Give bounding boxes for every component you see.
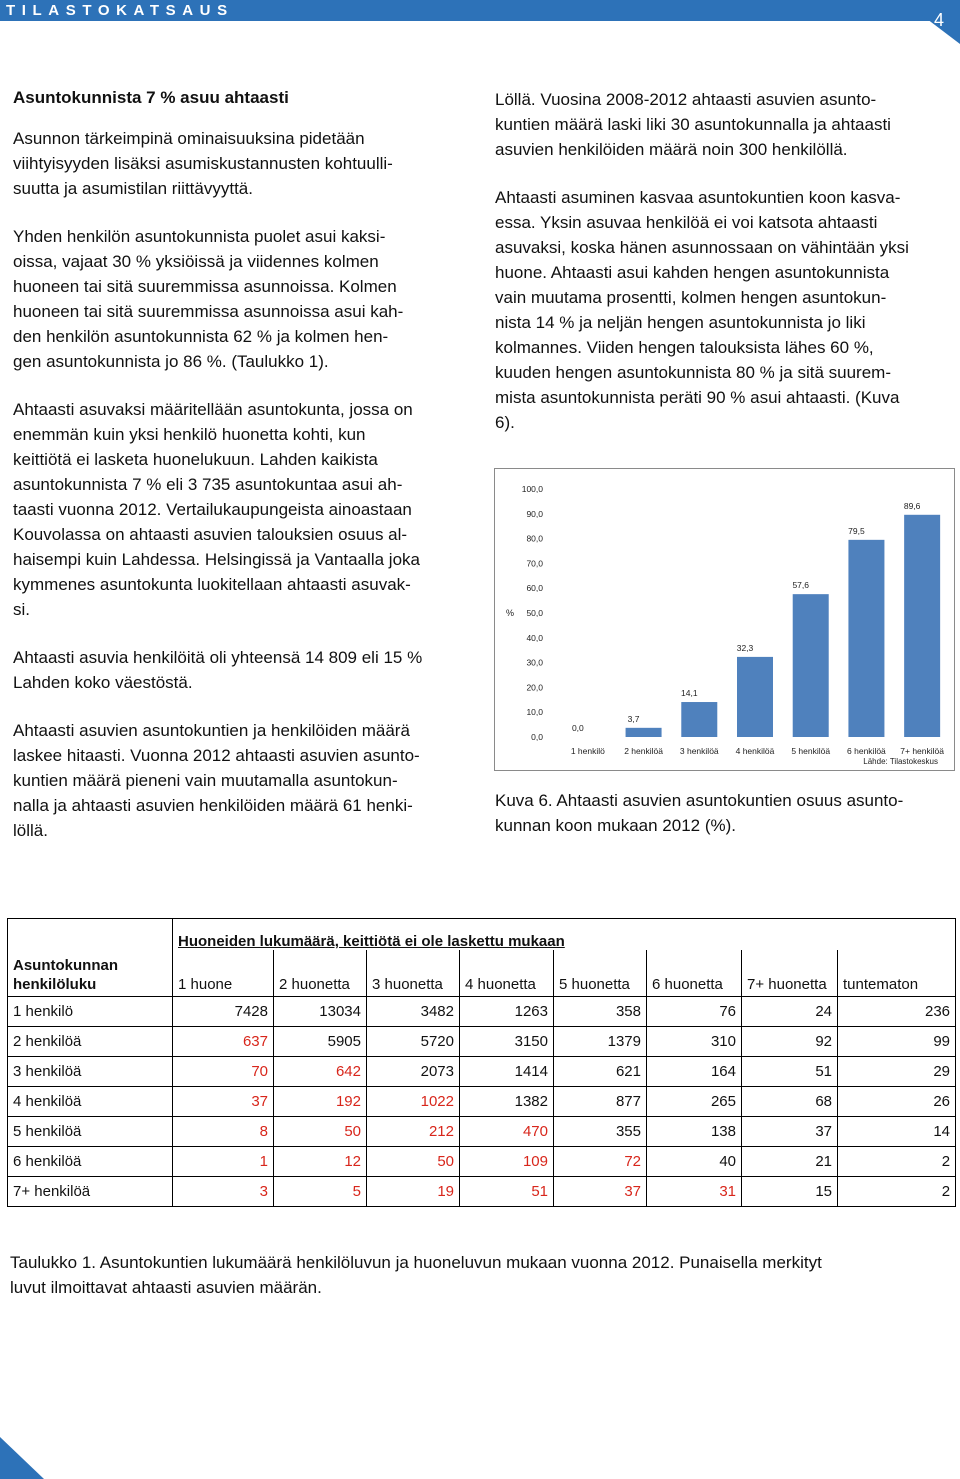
y-tick-label: 90,0 bbox=[526, 508, 543, 519]
text-line: kymmenes asuntokunta luokitellaan ahtaasti asuvak- bbox=[13, 575, 411, 594]
table-cell: 1379 bbox=[554, 1027, 647, 1057]
table-cell: 14 bbox=[838, 1117, 956, 1147]
chart-caption bbox=[495, 788, 955, 838]
table-cell: 31 bbox=[647, 1177, 742, 1207]
text-line: mista asuntokunnista peräti 90 % asui ahtaasti. (Kuva bbox=[495, 388, 900, 407]
caption-line: Taulukko 1. Asuntokuntien lukumäärä henkilöluvun ja huoneluvun mukaan vuonna 2012. Punaisella merkityt bbox=[10, 1253, 822, 1272]
x-tick-label: 2 henkilöä bbox=[624, 746, 663, 756]
bar-value-label: 3,7 bbox=[627, 713, 640, 724]
table-row-label: 3 henkilöä bbox=[8, 1057, 173, 1087]
table-row-label: 2 henkilöä bbox=[8, 1027, 173, 1057]
y-tick-label: 60,0 bbox=[526, 583, 543, 594]
table-cell: 5720 bbox=[367, 1027, 460, 1057]
table-row-label: 4 henkilöä bbox=[8, 1087, 173, 1117]
chart-bar bbox=[848, 540, 884, 737]
paragraph bbox=[13, 224, 483, 374]
text-line: si. bbox=[13, 600, 30, 619]
text-line: Ahtaasti asuminen kasvaa asuntokuntien koon kasva- bbox=[495, 188, 901, 207]
table-cell: 50 bbox=[367, 1147, 460, 1177]
table-row bbox=[8, 1087, 956, 1117]
text-line: Lahden koko väestöstä. bbox=[13, 673, 193, 692]
table-cell: 12 bbox=[274, 1147, 367, 1177]
y-tick-label: 30,0 bbox=[526, 657, 543, 668]
paragraph bbox=[13, 397, 483, 622]
table-cell: 70 bbox=[173, 1057, 274, 1087]
text-line: löllä. bbox=[13, 821, 48, 840]
table-cell: 5905 bbox=[274, 1027, 367, 1057]
text-line: gen asuntokunnista jo 86 %. (Taulukko 1). bbox=[13, 352, 329, 371]
chart-bar bbox=[737, 657, 773, 737]
bar-value-label: 0,0 bbox=[571, 723, 584, 733]
caption-line: Kuva 6. Ahtaasti asuvien asuntokuntien osuus asunto- bbox=[495, 791, 904, 810]
table-cell: 265 bbox=[647, 1087, 742, 1117]
table-column-header: 7+ huonetta bbox=[742, 950, 838, 997]
page-tab bbox=[902, 0, 960, 44]
y-tick-label: 10,0 bbox=[526, 707, 543, 718]
right-paragraphs bbox=[495, 87, 955, 435]
table-row-label: 5 henkilöä bbox=[8, 1117, 173, 1147]
paragraph bbox=[13, 718, 483, 843]
x-tick-label: 6 henkilöä bbox=[847, 746, 886, 756]
table-cell: 7428 bbox=[173, 997, 274, 1027]
table-cell: 24 bbox=[742, 997, 838, 1027]
table-cell: 29 bbox=[838, 1057, 956, 1087]
table-row-label: 1 henkilö bbox=[8, 997, 173, 1027]
text-line: asuntokunnista 7 % eli 3 735 asuntokuntaa asui ah- bbox=[13, 475, 403, 494]
table-cell: 138 bbox=[647, 1117, 742, 1147]
chart-figure bbox=[494, 468, 955, 771]
table-row bbox=[8, 1027, 956, 1057]
table-cell: 37 bbox=[173, 1087, 274, 1117]
text-line: 6). bbox=[495, 413, 515, 432]
left-paragraphs bbox=[13, 126, 483, 843]
table-cell: 92 bbox=[742, 1027, 838, 1057]
table-cell: 37 bbox=[742, 1117, 838, 1147]
table-column-header: 6 huonetta bbox=[647, 950, 742, 997]
text-line: kuntien määrä pieneni vain muutamalla asuntokun- bbox=[13, 771, 398, 790]
y-tick-label: 50,0 bbox=[526, 608, 543, 618]
x-tick-label: 4 henkilöä bbox=[735, 746, 775, 756]
table-cell: 5 bbox=[274, 1177, 367, 1207]
table-row bbox=[8, 1117, 956, 1147]
chart-bar bbox=[681, 702, 717, 737]
text-line: Kouvolassa on ahtaasti asuvien talouksien osuus al- bbox=[13, 525, 408, 544]
table-cell: 68 bbox=[742, 1087, 838, 1117]
table-row-label: 6 henkilöä bbox=[8, 1147, 173, 1177]
chart-bar bbox=[904, 515, 940, 737]
text-line: vain muutama prosentti, kolmen hengen asuntokun- bbox=[495, 288, 887, 307]
table-column-header: tuntematon bbox=[838, 950, 956, 997]
text-line: nista 14 % ja neljän hengen asuntokunnista jo liki bbox=[495, 313, 866, 332]
text-line: Ahtaasti asuvia henkilöitä oli yhteensä 14 809 eli 15 % bbox=[13, 648, 423, 667]
text-line: Ahtaasti asuvien asuntokuntien ja henkilöiden määrä bbox=[13, 721, 410, 740]
table-cell: 51 bbox=[742, 1057, 838, 1087]
x-tick-label: 3 henkilöä bbox=[679, 746, 719, 756]
table-row-header bbox=[8, 950, 173, 997]
text-line: huoneen tai sitä suuremmissa asunnoissa. Kolmen bbox=[13, 277, 397, 296]
text-line: asuvien henkilöiden määrä noin 300 henkilöllä. bbox=[495, 140, 848, 159]
footer-corner-triangle bbox=[0, 1437, 44, 1479]
text-line: huoneen tai sitä suuremmissa asunnoissa asui kah- bbox=[13, 302, 404, 321]
text-line: suutta ja asumistilan riittävyyttä. bbox=[13, 179, 253, 198]
page-number: 4 bbox=[934, 10, 945, 30]
paragraph bbox=[495, 87, 955, 162]
text-line: enemmän kuin yksi henkilö huonetta kohti, kun bbox=[13, 425, 366, 444]
text-line: kuuden hengen asuntokunnista 80 % ja sitä suurem- bbox=[495, 363, 891, 382]
table-cell: 51 bbox=[460, 1177, 554, 1207]
chart-bar bbox=[626, 728, 662, 737]
table-cell: 2 bbox=[838, 1177, 956, 1207]
table-cell: 1414 bbox=[460, 1057, 554, 1087]
table-caption bbox=[10, 1250, 955, 1300]
table-group-title: Huoneiden lukumäärä, keittiötä ei ole laskettu mukaan bbox=[178, 933, 565, 950]
table-cell: 1263 bbox=[460, 997, 554, 1027]
text-line: Löllä. Vuosina 2008-2012 ahtaasti asuvien asunto- bbox=[495, 90, 877, 109]
text-line: oissa, vajaat 30 % yksiöissä ja viidennes kolmen bbox=[13, 252, 379, 271]
table-cell: 1382 bbox=[460, 1087, 554, 1117]
table-column-header: 5 huonetta bbox=[554, 950, 647, 997]
row-header-line: henkilöluku bbox=[13, 976, 97, 993]
table-column-header: 4 huonetta bbox=[460, 950, 554, 997]
table-cell: 8 bbox=[173, 1117, 274, 1147]
table-column-header: 1 huone bbox=[173, 950, 274, 997]
y-tick-label: 0,0 bbox=[531, 732, 543, 742]
text-line: taasti vuonna 2012. Vertailukaupungeista ainoastaan bbox=[13, 500, 412, 519]
data-table bbox=[7, 918, 956, 1207]
table-cell: 637 bbox=[173, 1027, 274, 1057]
paragraph bbox=[13, 645, 483, 695]
table-cell: 76 bbox=[647, 997, 742, 1027]
x-tick-label: 7+ henkilöä bbox=[900, 746, 945, 756]
table-cell: 355 bbox=[554, 1117, 647, 1147]
table-cell: 72 bbox=[554, 1147, 647, 1177]
table-cell: 310 bbox=[647, 1027, 742, 1057]
text-line: haisempi kuin Lahdessa. Helsingissä ja Vantaalla joka bbox=[13, 550, 420, 569]
table-cell: 192 bbox=[274, 1087, 367, 1117]
table-cell: 15 bbox=[742, 1177, 838, 1207]
text-line: essa. Yksin asuvaa henkilöä ei voi katsota ahtaasti bbox=[495, 213, 878, 232]
table-cell: 109 bbox=[460, 1147, 554, 1177]
table-cell: 212 bbox=[367, 1117, 460, 1147]
text-line: huone. Ahtaasti asui kahden hengen asuntokunnista bbox=[495, 263, 890, 282]
y-axis-label: % bbox=[505, 608, 515, 618]
text-line: viihtyisyyden lisäksi asumiskustannusten kohtuulli- bbox=[13, 154, 393, 173]
table-row bbox=[8, 997, 956, 1027]
table-cell: 19 bbox=[367, 1177, 460, 1207]
y-tick-label: 20,0 bbox=[526, 682, 543, 693]
table-column-header: 3 huonetta bbox=[367, 950, 460, 997]
bar-value-label: 32,3 bbox=[736, 642, 754, 653]
left-column bbox=[13, 85, 483, 866]
table-cell: 26 bbox=[838, 1087, 956, 1117]
table-cell: 621 bbox=[554, 1057, 647, 1087]
table-cell: 13034 bbox=[274, 997, 367, 1027]
y-tick-label: 70,0 bbox=[526, 558, 543, 569]
table-row bbox=[8, 1057, 956, 1087]
table-row bbox=[8, 1177, 956, 1207]
table-cell: 99 bbox=[838, 1027, 956, 1057]
text-line: Yhden henkilön asuntokunnista puolet asui kaksi- bbox=[13, 227, 386, 246]
caption-line: kunnan koon mukaan 2012 (%). bbox=[495, 816, 736, 835]
table-cell: 2 bbox=[838, 1147, 956, 1177]
table-cell: 3482 bbox=[367, 997, 460, 1027]
text-line: asuvaksi, koska hänen asunnossaan on vähintään yksi bbox=[495, 238, 909, 257]
text-line: Asunnon tärkeimpinä ominaisuuksina pidetään bbox=[13, 129, 365, 148]
section-heading: Asuntokunnista 7 % asuu ahtaasti bbox=[13, 88, 289, 107]
text-line: nalla ja ahtaasti asuvien henkilöiden määrä 61 henki- bbox=[13, 796, 413, 815]
table-cell: 21 bbox=[742, 1147, 838, 1177]
table-cell: 3150 bbox=[460, 1027, 554, 1057]
table-group-header-row bbox=[8, 919, 956, 951]
bar-value-label: 79,5 bbox=[848, 525, 865, 536]
bar-value-label: 57,6 bbox=[792, 580, 809, 591]
table-cell: 2073 bbox=[367, 1057, 460, 1087]
bar-value-label: 89,6 bbox=[903, 500, 921, 511]
publication-title: TILASTOKATSAUS bbox=[6, 2, 234, 19]
x-tick-label: 1 henkilö bbox=[570, 746, 605, 756]
table-row-label: 7+ henkilöä bbox=[8, 1177, 173, 1207]
table-column-header-row bbox=[8, 950, 956, 997]
caption-line: luvut ilmoittavat ahtaasti asuvien määrän. bbox=[10, 1278, 322, 1297]
text-line: kolmannes. Viiden hengen talouksista lähes 60 %, bbox=[495, 338, 874, 357]
bar-chart bbox=[495, 469, 954, 770]
bar-value-label: 14,1 bbox=[681, 688, 698, 699]
row-header-line: Asuntokunnan bbox=[13, 957, 118, 974]
chart-source-note: Lähde: Tilastokeskus bbox=[863, 757, 938, 766]
chart-bar bbox=[793, 594, 829, 737]
table-cell: 236 bbox=[838, 997, 956, 1027]
table-cell: 1022 bbox=[367, 1087, 460, 1117]
right-column bbox=[495, 87, 955, 458]
y-tick-label: 80,0 bbox=[526, 533, 543, 544]
table-cell: 37 bbox=[554, 1177, 647, 1207]
table-cell: 358 bbox=[554, 997, 647, 1027]
text-line: kuntien määrä laski liki 30 asuntokunnalla ja ahtaasti bbox=[495, 115, 891, 134]
table-body bbox=[8, 997, 956, 1207]
table-cell: 50 bbox=[274, 1117, 367, 1147]
table-cell: 470 bbox=[460, 1117, 554, 1147]
table-cell: 164 bbox=[647, 1057, 742, 1087]
table-row bbox=[8, 1147, 956, 1177]
table-cell: 877 bbox=[554, 1087, 647, 1117]
text-line: laskee hitaasti. Vuonna 2012 ahtaasti asuvien asunto- bbox=[13, 746, 420, 765]
table-cell: 642 bbox=[274, 1057, 367, 1087]
text-line: Ahtaasti asuvaksi määritellään asuntokunta, jossa on bbox=[13, 400, 413, 419]
y-tick-label: 40,0 bbox=[526, 632, 543, 643]
paragraph bbox=[13, 126, 483, 201]
table-cell: 3 bbox=[173, 1177, 274, 1207]
table-cell: 40 bbox=[647, 1147, 742, 1177]
x-tick-label: 5 henkilöä bbox=[791, 746, 831, 756]
text-line: den henkilön asuntokunnista 62 % ja kolmen hen- bbox=[13, 327, 389, 346]
table-column-header: 2 huonetta bbox=[274, 950, 367, 997]
table-group-title-cell bbox=[173, 919, 956, 951]
text-line: keittiötä ei lasketa huonelukuun. Lahden kaikista bbox=[13, 450, 378, 469]
table-cell: 1 bbox=[173, 1147, 274, 1177]
y-tick-label: 100,0 bbox=[521, 484, 543, 494]
table-corner-cell bbox=[8, 919, 173, 951]
paragraph bbox=[495, 185, 955, 435]
